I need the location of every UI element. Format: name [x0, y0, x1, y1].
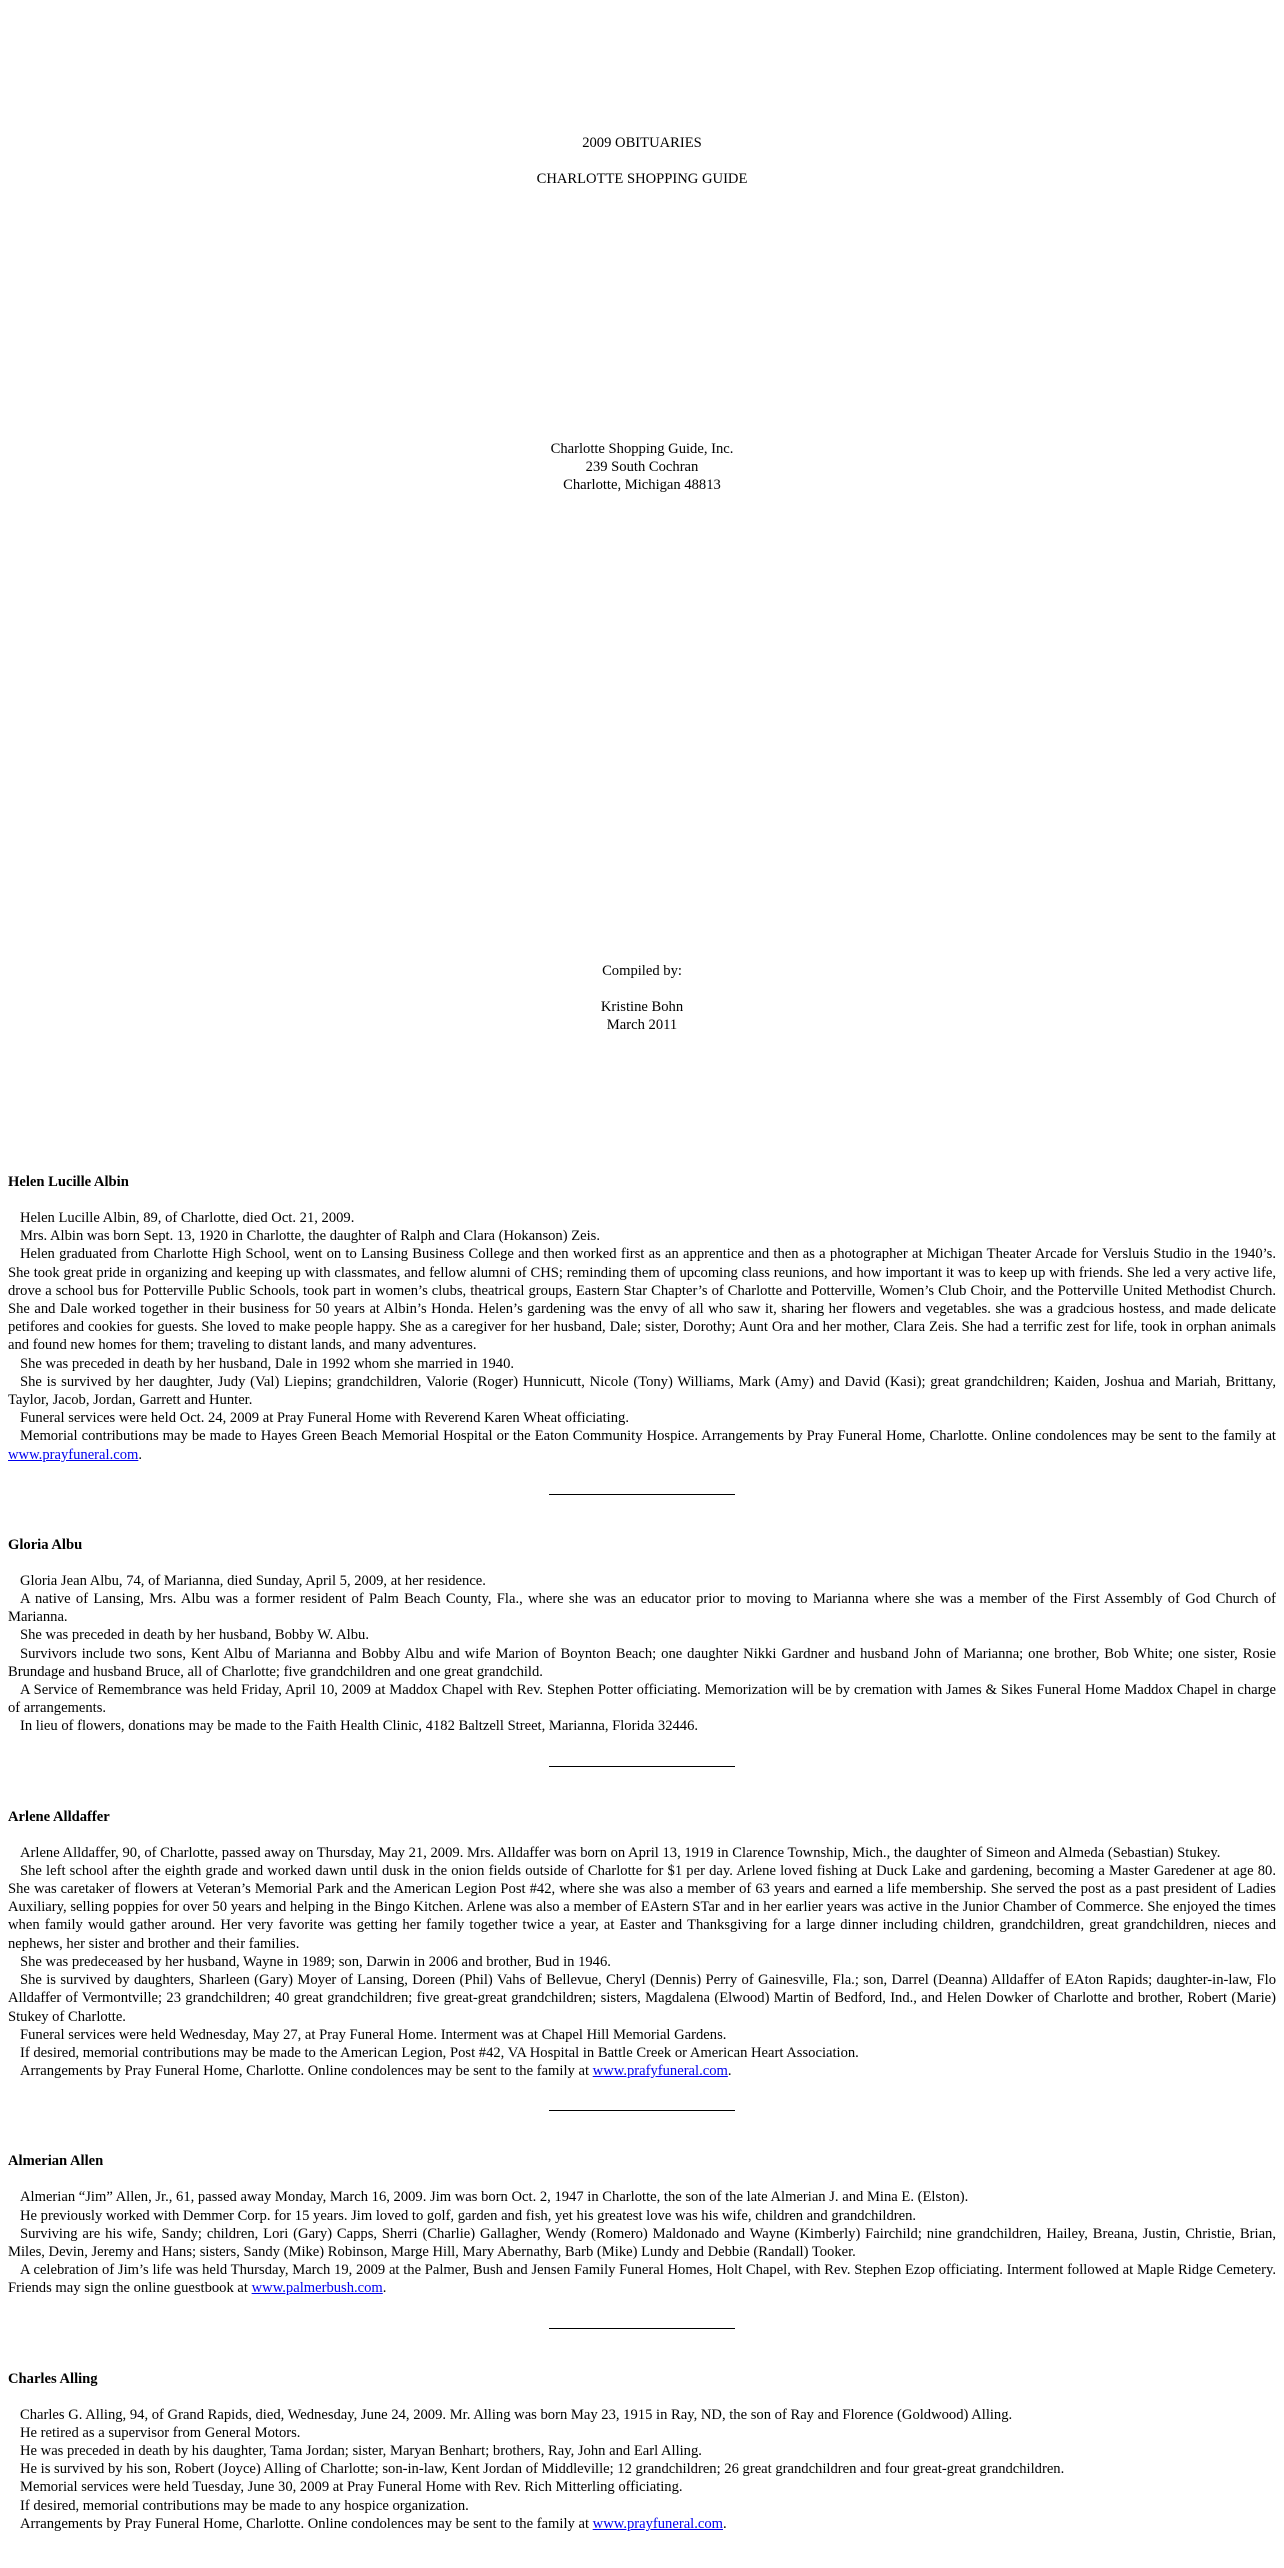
obituary-paragraph — [8, 1717, 1276, 1735]
paragraph-text: She is survived by her daughter, Judy (Val) Liepins; grandchildren, Valorie (Roger) Hunnicutt, Nicole (Tony) Williams, Mark (Amy) and David (Kasi); great grandchildren; Kaiden, Joshua and Mariah, Brittany, Taylor, Jacob, Jordan, Garrett and Hunter. — [8, 1373, 1276, 1409]
paragraph-text: A Service of Remembrance was held Friday, April 10, 2009 at Maddox Chapel with Rev. Stephen Potter officiating. Memorization will be by cremation with James & Sikes Funeral Home Maddox Chapel in charge of arrangements. — [8, 1682, 1276, 1717]
obituary-paragraph — [8, 2026, 1276, 2044]
paragraph-punctuation: . — [382, 2280, 387, 2297]
paragraph-text: In lieu of flowers, donations may be made to the Faith Health Clinic, 4182 Baltzell Street, Marianna, Florida 32446. — [20, 1718, 699, 1735]
obituary-paragraph — [8, 2478, 1276, 2496]
obituary-name: Arlene Alldaffer — [8, 1808, 110, 1825]
paragraph-text: If desired, memorial contributions may be made to any hospice organization. — [20, 2497, 469, 2514]
obituary-paragraph — [8, 1373, 1276, 1409]
obituary-paragraph — [8, 2044, 1276, 2062]
paragraph-text: He previously worked with Demmer Corp. for 15 years. Jim loved to golf, garden and fish, yet his greatest love was his wife, children and grandchildren. — [20, 2207, 917, 2224]
obituary-paragraph — [8, 2460, 1276, 2478]
obituary-entry — [8, 2152, 1276, 2297]
paragraph-text: Mrs. Albin was born Sept. 13, 1920 in Charlotte, the daughter of Ralph and Clara (Hokanson) Zeis. — [20, 1228, 601, 1245]
paragraph-text: Helen Lucille Albin, 89, of Charlotte, died Oct. 21, 2009. — [20, 1210, 355, 1226]
obituary-paragraph — [8, 1645, 1276, 1681]
paragraph-punctuation: . — [138, 1446, 143, 1463]
obituary-paragraph — [8, 1681, 1276, 1717]
paragraph-text: He is survived by his son, Robert (Joyce) Alling of Charlotte; son-in-law, Kent Jordan of Middleville; 12 grandchildren; 26 great grandchildren and four great-great grandchildren. — [20, 2461, 1065, 2478]
paragraph-text: Arlene Alldaffer, 90, of Charlotte, passed away on Thursday, May 21, 2009. Mrs. Alldaffer was born on April 13, 1919 in Clarence Township, Mich., the daughter of Simeon and Almeda (Sebastian) Stukey. — [20, 1844, 1221, 1861]
paragraph-text: A native of Lansing, Mrs. Albu was a former resident of Palm Beach County, Fla., where she was an educator prior to moving to Marianna where she was a member of the First Assembly of God Church of Marianna. — [8, 1591, 1276, 1626]
paragraph-punctuation: . — [723, 2515, 727, 2532]
divider-line — [549, 2328, 735, 2329]
paragraph-text: A celebration of Jim’s life was held Thursday, March 19, 2009 at the Palmer, Bush and Jensen Family Funeral Homes, Holt Chapel, with Rev. Stephen Ezop officiating. Interment followed at Maple Ridge Cemetery. Friends may sign the online guestbook at — [8, 2262, 1276, 2297]
paragraph-text: If desired, memorial contributions may be made to the American Legion, Post #42, VA Hospital in Battle Creek or American Heart Association. — [20, 2044, 859, 2061]
paragraph-text: She was predeceased by her husband, Wayne in 1989; son, Darwin in 2006 and brother, Bud in 1946. — [20, 1953, 611, 1970]
obituary-paragraph — [8, 1572, 1276, 1590]
paragraph-text: Survivors include two sons, Kent Albu of Marianna and Bobby Albu and wife Marion of Boynton Beach; one daughter Nikki Gardner and husband John of Marianna; one brother, Bob White; one sister, Rosie Brundage and husband Bruce, all of Charlotte; five grandchildren and one great grandchild. — [8, 1645, 1276, 1680]
obituary-paragraph — [8, 1245, 1276, 1354]
obituary-paragraph — [8, 1209, 1276, 1227]
funeral-home-link[interactable]: www.prayfuneral.com — [8, 1446, 139, 1463]
obituary-paragraph — [8, 2062, 1276, 2080]
obituary-name: Helen Lucille Albin — [8, 1174, 129, 1190]
paragraph-text: Funeral services were held Oct. 24, 2009 at Pray Funeral Home with Reverend Karen Wheat officiating. — [20, 1410, 629, 1427]
paragraph-punctuation: . — [727, 2063, 732, 2080]
funeral-home-link[interactable]: www.prayfuneral.com — [592, 2515, 724, 2532]
obituary-paragraph — [8, 1409, 1276, 1427]
paragraph-text: Memorial contributions may be made to Hayes Green Beach Memorial Hospital or the Eaton Community Hospice. Arrangements by Pray Funeral Home, Charlotte. Online condolences may be sent to the family at — [20, 1428, 1276, 1445]
divider-line — [549, 1766, 735, 1767]
obituary-paragraph — [8, 2188, 1276, 2206]
obituary-paragraph — [8, 2225, 1276, 2261]
obituary-paragraph — [8, 1590, 1276, 1626]
paragraph-text: Surviving are his wife, Sandy; children, Lori (Gary) Capps, Sherri (Charlie) Gallagher, Wendy (Romero) Maldonado and Wayne (Kimberly) Fairchild; nine grandchildren, Hailey, Breana, Justin, Christie, Brian, Miles, Devin, Jeremy and Hans; sisters, Sandy (Mike) Robinson, Marge Hill, Mary Abernathy, Barb (Mike) Lundy and Debbie (Randall) Tooker. — [8, 2225, 1276, 2260]
obituary-paragraph — [8, 1626, 1276, 1644]
obituary-entry — [8, 2370, 1276, 2533]
paragraph-text: She was preceded in death by her husband, Bobby W. Albu. — [20, 1627, 369, 1644]
obituary-paragraph — [8, 2261, 1276, 2297]
compiled-by-label: Compiled by: — [602, 963, 682, 979]
obituary-paragraph — [8, 2442, 1276, 2460]
paragraph-text: She is survived by daughters, Sharleen (Gary) Moyer of Lansing, Doreen (Phil) Vahs of Bellevue, Cheryl (Dennis) Perry of Gainesville, Fla.; son, Darrel (Deanna) Alldaffer of EAton Rapids; daughter-in-law, Flo Alldaffer of Vermontville; 23 grandchildren; 40 great grandchildren; five great-great grandchildren; sisters, Magdalena (Elwood) Martin of Bedford, Ind., and Helen Dowker of Charlotte and brother, Robert (Marie) Stukey of Charlotte. — [8, 1972, 1276, 2025]
paragraph-text: Gloria Jean Albu, 74, of Marianna, died Sunday, April 5, 2009, at her residence. — [20, 1572, 486, 1589]
paragraph-text: Almerian “Jim” Allen, Jr., 61, passed away Monday, March 16, 2009. Jim was born Oct. 2, 1947 in Charlotte, the son of the late Almerian J. and Mina E. (Elston). — [20, 2189, 969, 2206]
paragraph-text: Arrangements by Pray Funeral Home, Charlotte. Online condolences may be sent to the family at — [20, 2515, 593, 2532]
obituary-entry — [8, 1536, 1276, 1736]
paragraph-text: He retired as a supervisor from General Motors. — [20, 2424, 301, 2441]
paragraph-text: She left school after the eighth grade and worked dawn until dusk in the onion fields outside of Charlotte for $1 per day. Arlene loved fishing at Duck Lake and gardening, becoming a Master Garedener at age 80. She was caretaker of flowers at Veteran’s Memorial Park and the American Legion Post #42, where she was also a member of 63 years and earned a life membership. She served the post as a past president of Ladies Auxiliary, selling poppies for over 50 years and helping in the Bingo Kitchen. Arlene was also a member of EAstern STar and in her earlier years was active in the Junior Chamber of Commerce. She enjoyed the times when family would gather around. Her very favorite was getting her family together twice a year, at Easter and Thanksgiving for a large dinner including children, grandchildren, great grandchildren, nieces and nephews, her sister and brother and their families. — [8, 1862, 1276, 1952]
paragraph-text: Arrangements by Pray Funeral Home, Charlotte. Online condolences may be sent to the family at — [20, 2063, 593, 2080]
obituary-name: Gloria Albu — [8, 1536, 83, 1553]
obituary-paragraph — [8, 1355, 1276, 1373]
obituary-paragraph — [8, 2424, 1276, 2442]
obituary-paragraph — [8, 1427, 1276, 1463]
paragraph-text: She was preceded in death by her husband, Dale in 1992 whom she married in 1940. — [20, 1355, 515, 1372]
document-title: 2009 OBITUARIES — [582, 135, 702, 151]
obituary-name: Charles Alling — [8, 2370, 98, 2387]
section-divider — [8, 2316, 1276, 2334]
document-subtitle: CHARLOTTE SHOPPING GUIDE — [536, 171, 748, 187]
obituary-paragraph — [8, 1844, 1276, 1862]
publisher-name: Charlotte Shopping Guide, Inc. — [550, 441, 734, 457]
divider-line — [549, 1494, 735, 1495]
paragraph-text: Helen graduated from Charlotte High School, went on to Lansing Business College and then worked first as an apprentice and then as a photographer at Michigan Theater Arcade for Versluis Studio in the 1940’s. She took great pride in organizing and keeping up with classmates, and fellow alumni of CHS; reminding them of upcoming class reunions, and how important it was to keep up with friends. She led a very active life, drove a school bus for Potterville Public Schools, took part in women’s clubs, theatrical groups, Eastern Star Chapter’s of Charlotte and Potterville, Women’s Club Choir, and the Potterville United Methodist Church. She and Dale worked together in their business for 50 years at Albin’s Honda. Helen’s gardening was the envy of all who saw it, sharing her flowers and vegetables. she was a gradcious hostess, and made delicate petifores and cookies for guests. She loved to make people happy. She as a caregiver for her husband, Dale; sister, Dorothy; Aunt Ora and her mother, Clara Zeis. She had a terrific zest for life, took in orphan animals and found new homes for them; traveling to distant lands, and many adventures. — [8, 1246, 1276, 1354]
funeral-home-link[interactable]: www.prafyfuneral.com — [592, 2063, 728, 2080]
paragraph-text: He was preceded in death by his daughter, Tama Jordan; sister, Maryan Benhart; brothers, Ray, John and Earl Alling. — [20, 2442, 702, 2459]
funeral-home-link[interactable]: www.palmerbush.com — [251, 2280, 383, 2297]
obituary-paragraph — [8, 1953, 1276, 1971]
obituary-name: Almerian Allen — [8, 2153, 104, 2170]
publisher-city: Charlotte, Michigan 48813 — [563, 477, 721, 493]
obituary-entry — [8, 1808, 1276, 2081]
compiler-name: Kristine Bohn — [600, 999, 684, 1015]
compiled-date: March 2011 — [606, 1017, 678, 1033]
obituary-paragraph — [8, 1971, 1276, 2026]
divider-line — [549, 2110, 735, 2111]
paragraph-text: Memorial services were held Tuesday, June 30, 2009 at Pray Funeral Home with Rev. Rich Mitterling officiating. — [20, 2479, 683, 2496]
paragraph-text: Funeral services were held Wednesday, May 27, at Pray Funeral Home. Interment was at Chapel Hill Memorial Gardens. — [20, 2026, 727, 2043]
section-divider — [8, 2098, 1276, 2116]
obituary-paragraph — [8, 1227, 1276, 1245]
obituary-paragraph — [8, 2497, 1276, 2515]
obituary-paragraph — [8, 2406, 1276, 2424]
obituary-paragraph — [8, 1862, 1276, 1953]
obituary-entry — [8, 1173, 1276, 1464]
publisher-street: 239 South Cochran — [585, 459, 699, 475]
obituary-list — [8, 1173, 1276, 2533]
obituary-paragraph — [8, 2207, 1276, 2225]
paragraph-text: Charles G. Alling, 94, of Grand Rapids, died, Wednesday, June 24, 2009. Mr. Alling was born May 23, 1915 in Ray, ND, the son of Ray and Florence (Goldwood) Alling. — [20, 2406, 1013, 2423]
section-divider — [8, 1754, 1276, 1772]
section-divider — [8, 1482, 1276, 1500]
obituary-paragraph — [8, 2515, 1276, 2533]
